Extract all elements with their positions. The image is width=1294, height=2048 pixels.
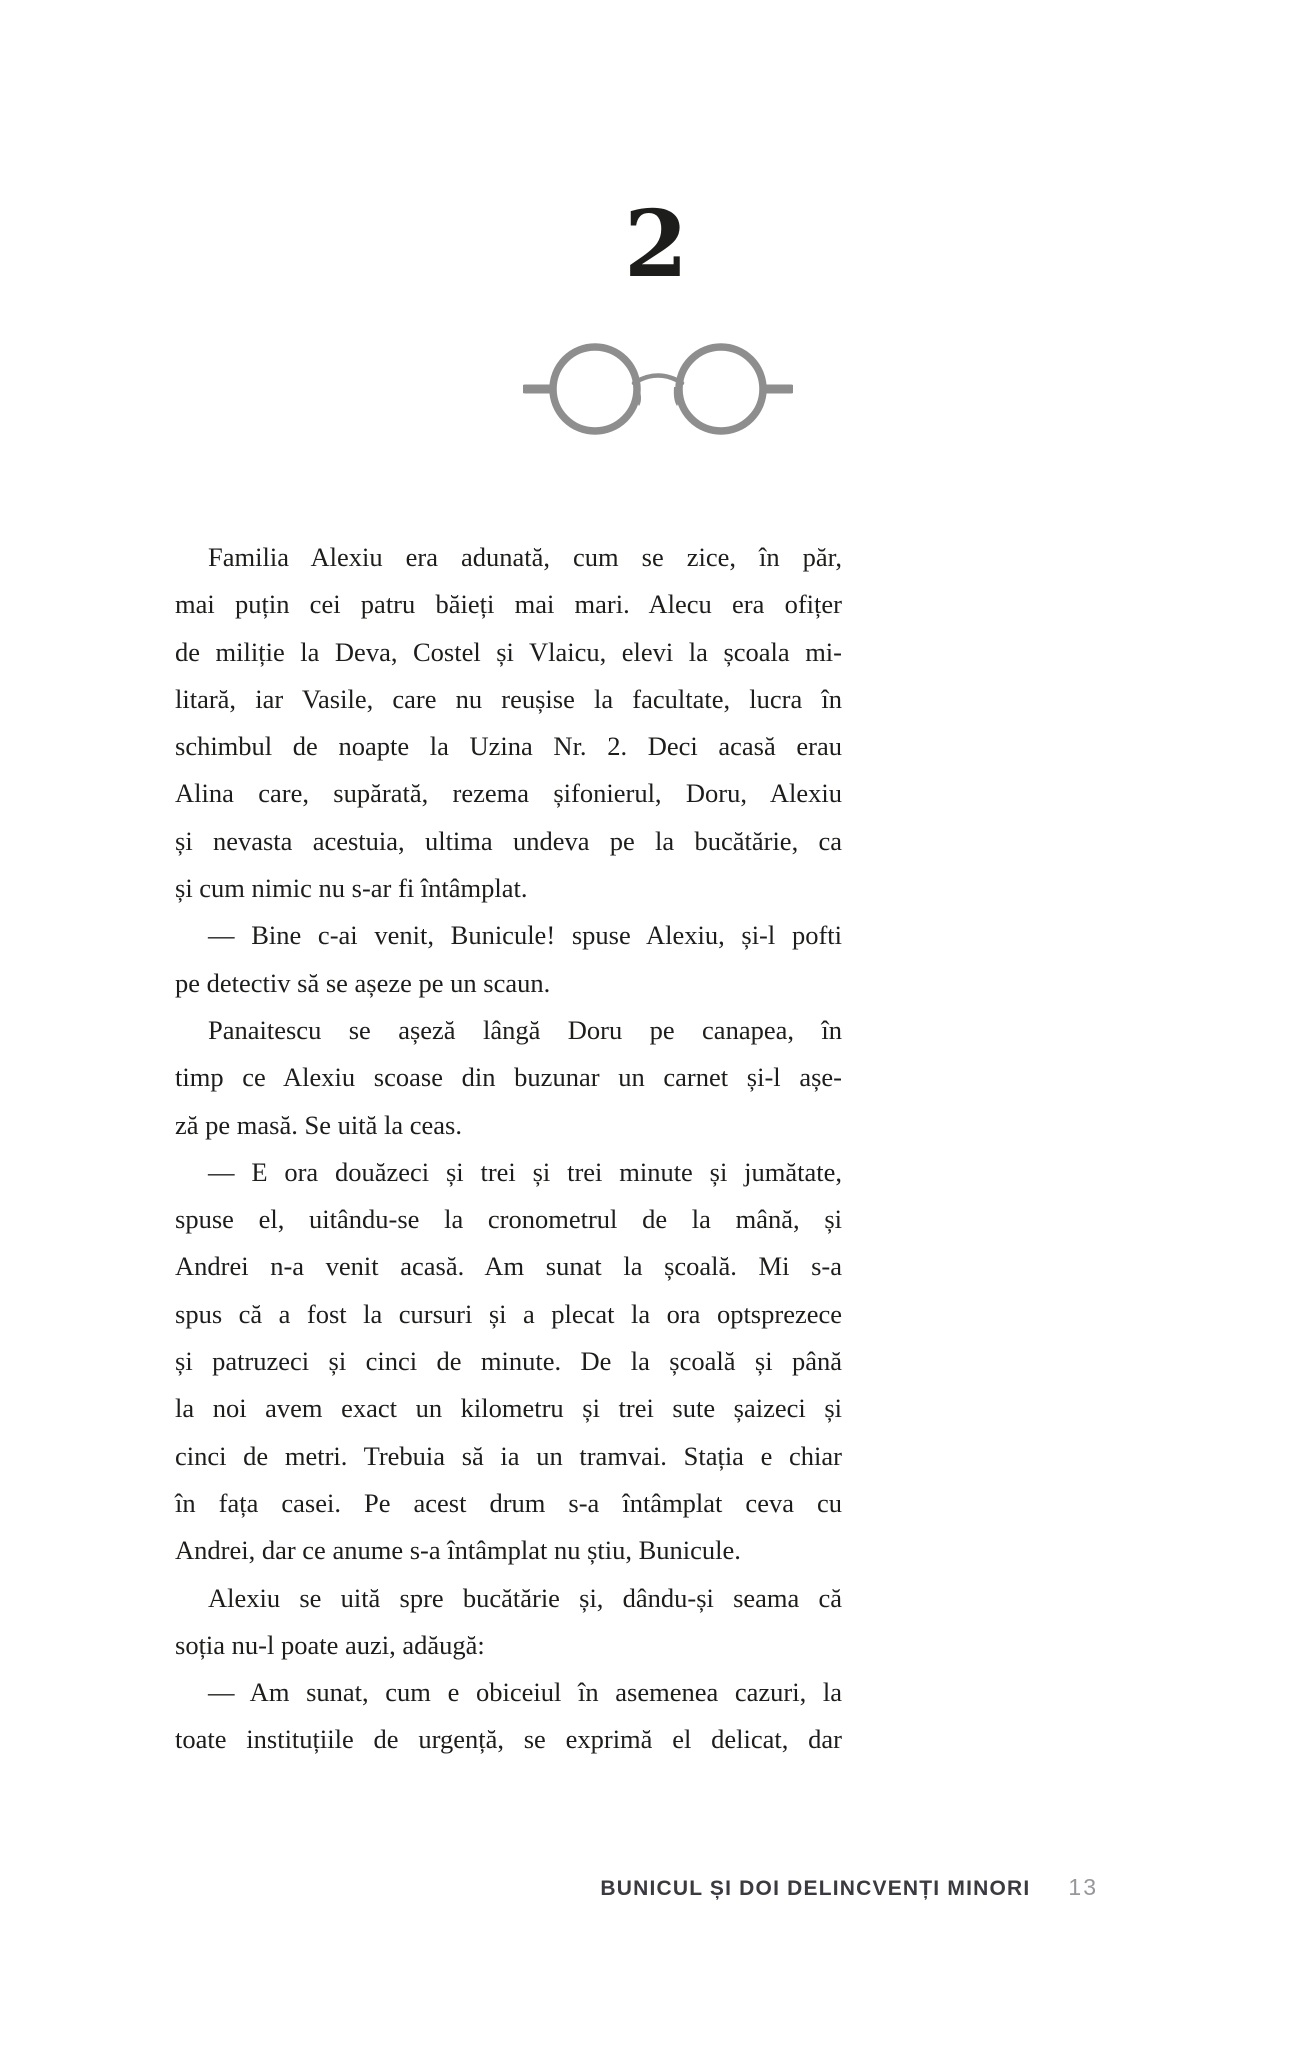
text-line: spus că a fost la cursuri și a plecat la ora optsprezece [175, 1298, 842, 1329]
text-line: — Bine c-ai venit, Bunicule! spuse Alexiu, și-l pofti [208, 920, 842, 951]
text-line: Familia Alexiu era adunată, cum se zice, în păr, [208, 542, 842, 572]
chapter-number: 2 [623, 190, 688, 298]
text-line: pe detectiv să se așeze pe un scaun. [175, 967, 551, 998]
text-line: toate instituțiile de urgență, se exprimă el delicat, dar [175, 1724, 842, 1755]
text-line: Andrei n-a venit acasă. Am sunat la școală. Mi s-a [175, 1251, 842, 1282]
text-line: Panaitescu se așeză lângă Doru pe canapea, în [208, 1014, 842, 1045]
text-line: Alexiu se uită spre bucătărie și, dându-și seama că [208, 1582, 842, 1613]
text-line: soția nu-l poate auzi, adăugă: [175, 1629, 485, 1660]
text-line: ză pe masă. Se uită la ceas. [175, 1109, 462, 1140]
running-title: BUNICUL ȘI DOI DELINCVENȚI MINORI [600, 1877, 1031, 1900]
text-line: și nevasta acestuia, ultima undeva pe la bucătărie, ca [175, 825, 842, 856]
text-line: litară, iar Vasile, care nu reușise la facultate, lucra în [175, 683, 842, 714]
text-line: — Am sunat, cum e obiceiul în asemenea cazuri, la [208, 1677, 842, 1708]
page-footer [600, 1874, 1098, 1901]
text-line: și cum nimic nu s-ar fi întâmplat. [175, 873, 528, 904]
text-line: — E ora douăzeci și trei și trei minute și jumătate, [208, 1156, 842, 1187]
text-line: de miliție la Deva, Costel și Vlaicu, elevi la școala mi- [175, 636, 842, 667]
page-number: 13 [1068, 1874, 1098, 1900]
text-line: la noi avem exact un kilometru și trei sute șaizeci și [175, 1393, 842, 1424]
body-text [175, 534, 842, 1764]
round-eyeglasses-icon [523, 338, 793, 440]
text-line: timp ce Alexiu scoase din buzunar un carnet și-l așe- [175, 1062, 842, 1093]
text-line: Andrei, dar ce anume s-a întâmplat nu știu, Bunicule. [175, 1535, 741, 1566]
text-line: mai puțin cei patru băieți mai mari. Alecu era ofițer [175, 589, 842, 620]
text-line: și patruzeci și cinci de minute. De la școală și până [175, 1346, 842, 1377]
text-line: cinci de metri. Trebuia să ia un tramvai. Stația e chiar [175, 1440, 842, 1471]
text-line: Alina care, supărată, rezema șifonierul, Doru, Alexiu [175, 778, 842, 809]
text-line: spuse el, uitându-se la cronometrul de la mână, și [175, 1204, 842, 1235]
text-line: în fața casei. Pe acest drum s-a întâmplat ceva cu [175, 1487, 842, 1518]
text-line: schimbul de noapte la Uzina Nr. 2. Deci acasă erau [175, 731, 842, 762]
